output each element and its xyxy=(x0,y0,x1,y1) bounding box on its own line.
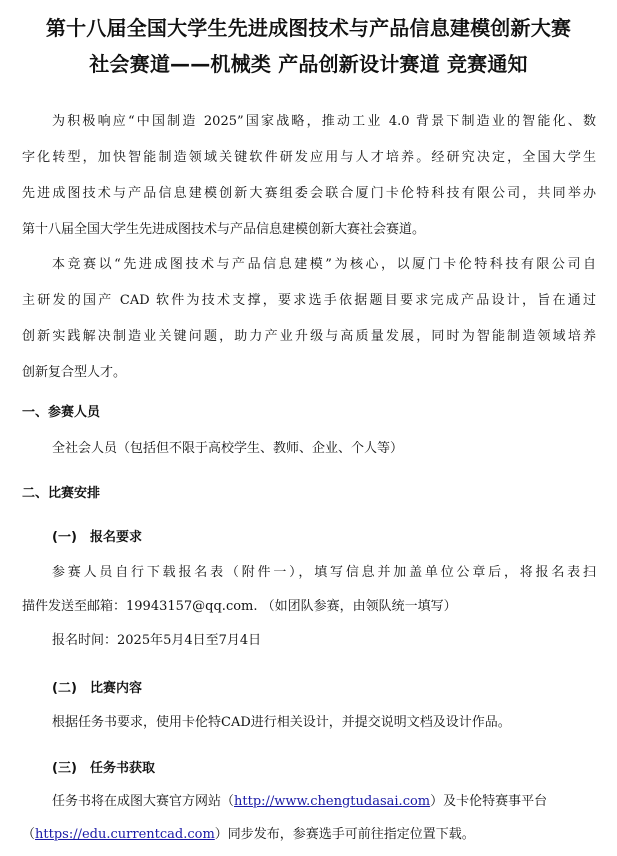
intro-paragraph2-line1: 本竞赛以“先进成图技术与产品信息建模”为核心，以厦门卡伦特科技有限公司自 xyxy=(52,257,596,272)
subsection3-line1-prefix: 任务书将在成图大赛官方网站（ xyxy=(52,794,235,809)
subsection3-line2 xyxy=(22,826,475,844)
subsection3-heading xyxy=(52,760,155,778)
subsection3-number: (三) xyxy=(52,761,77,776)
intro-paragraph1-line2: 字化转型，加快智能制造领域关键软件研发应用与人才培养。经研究决定，全国大学生 xyxy=(22,150,596,165)
notice-title-line2: 社会赛道——机械类 产品创新设计赛道 竞赛通知 xyxy=(89,52,528,76)
subsection3-line1-suffix: ）及卡伦特赛事平台 xyxy=(430,794,548,809)
intro-paragraph2-line2: 主研发的国产 CAD 软件为技术支撑，要求选手依据题目要求完成产品设计，旨在通过 xyxy=(22,293,596,308)
subsection3-line2-suffix: ）同步发布，参赛选手可前往指定位置下载。 xyxy=(214,827,475,842)
section1-body: 全社会人员（包括但不限于高校学生、教师、企业、个人等） xyxy=(52,441,404,456)
subsection1-title: 报名要求 xyxy=(90,530,143,545)
subsection2-number: (二) xyxy=(52,681,77,696)
platform-link[interactable]: https://edu.currentcad.com xyxy=(35,827,215,842)
subsection1-line1: 参赛人员自行下载报名表（附件一），填写信息并加盖单位公章后，将报名表扫 xyxy=(52,565,596,580)
notice-title-line1: 第十八届全国大学生先进成图技术与产品信息建模创新大赛 xyxy=(45,16,572,40)
subsection3-title: 任务书获取 xyxy=(90,761,156,776)
intro-paragraph1-line1: 为积极响应“中国制造 2025”国家战略，推动工业 4.0 背景下制造业的智能化、数 xyxy=(52,114,596,129)
intro-paragraph1-line3: 先进成图技术与产品信息建模创新大赛组委会联合厦门卡伦特科技有限公司，共同举办 xyxy=(22,186,596,201)
subsection2-body: 根据任务书要求，使用卡伦特CAD进行相关设计，并提交说明文档及设计作品。 xyxy=(52,715,511,730)
intro-paragraph2-line4: 创新复合型人才。 xyxy=(22,365,127,380)
intro-paragraph1-line4: 第十八届全国大学生先进成图技术与产品信息建模创新大赛社会赛道。 xyxy=(22,222,426,237)
subsection1-number: (一) xyxy=(52,530,77,545)
subsection1-line2: 描件发送至邮箱：19943157@qq.com. （如团队参赛，由领队统一填写） xyxy=(22,599,457,614)
subsection1-heading xyxy=(52,529,142,547)
subsection3-line1 xyxy=(52,793,547,811)
official-site-link[interactable]: http://www.chengtudasai.com xyxy=(234,794,431,809)
subsection3-line2-prefix: （ xyxy=(22,827,36,842)
intro-paragraph2-line3: 创新实践解决制造业关键问题，助力产业升级与高质量发展，同时为智能制造领域培养 xyxy=(22,329,596,344)
subsection2-title: 比赛内容 xyxy=(90,681,143,696)
subsection2-heading xyxy=(52,680,142,698)
section2-heading: 二、比赛安排 xyxy=(22,486,101,501)
registration-time: 报名时间：2025年5月4日至7月4日 xyxy=(52,633,262,648)
section1-heading: 一、参赛人员 xyxy=(22,405,101,420)
